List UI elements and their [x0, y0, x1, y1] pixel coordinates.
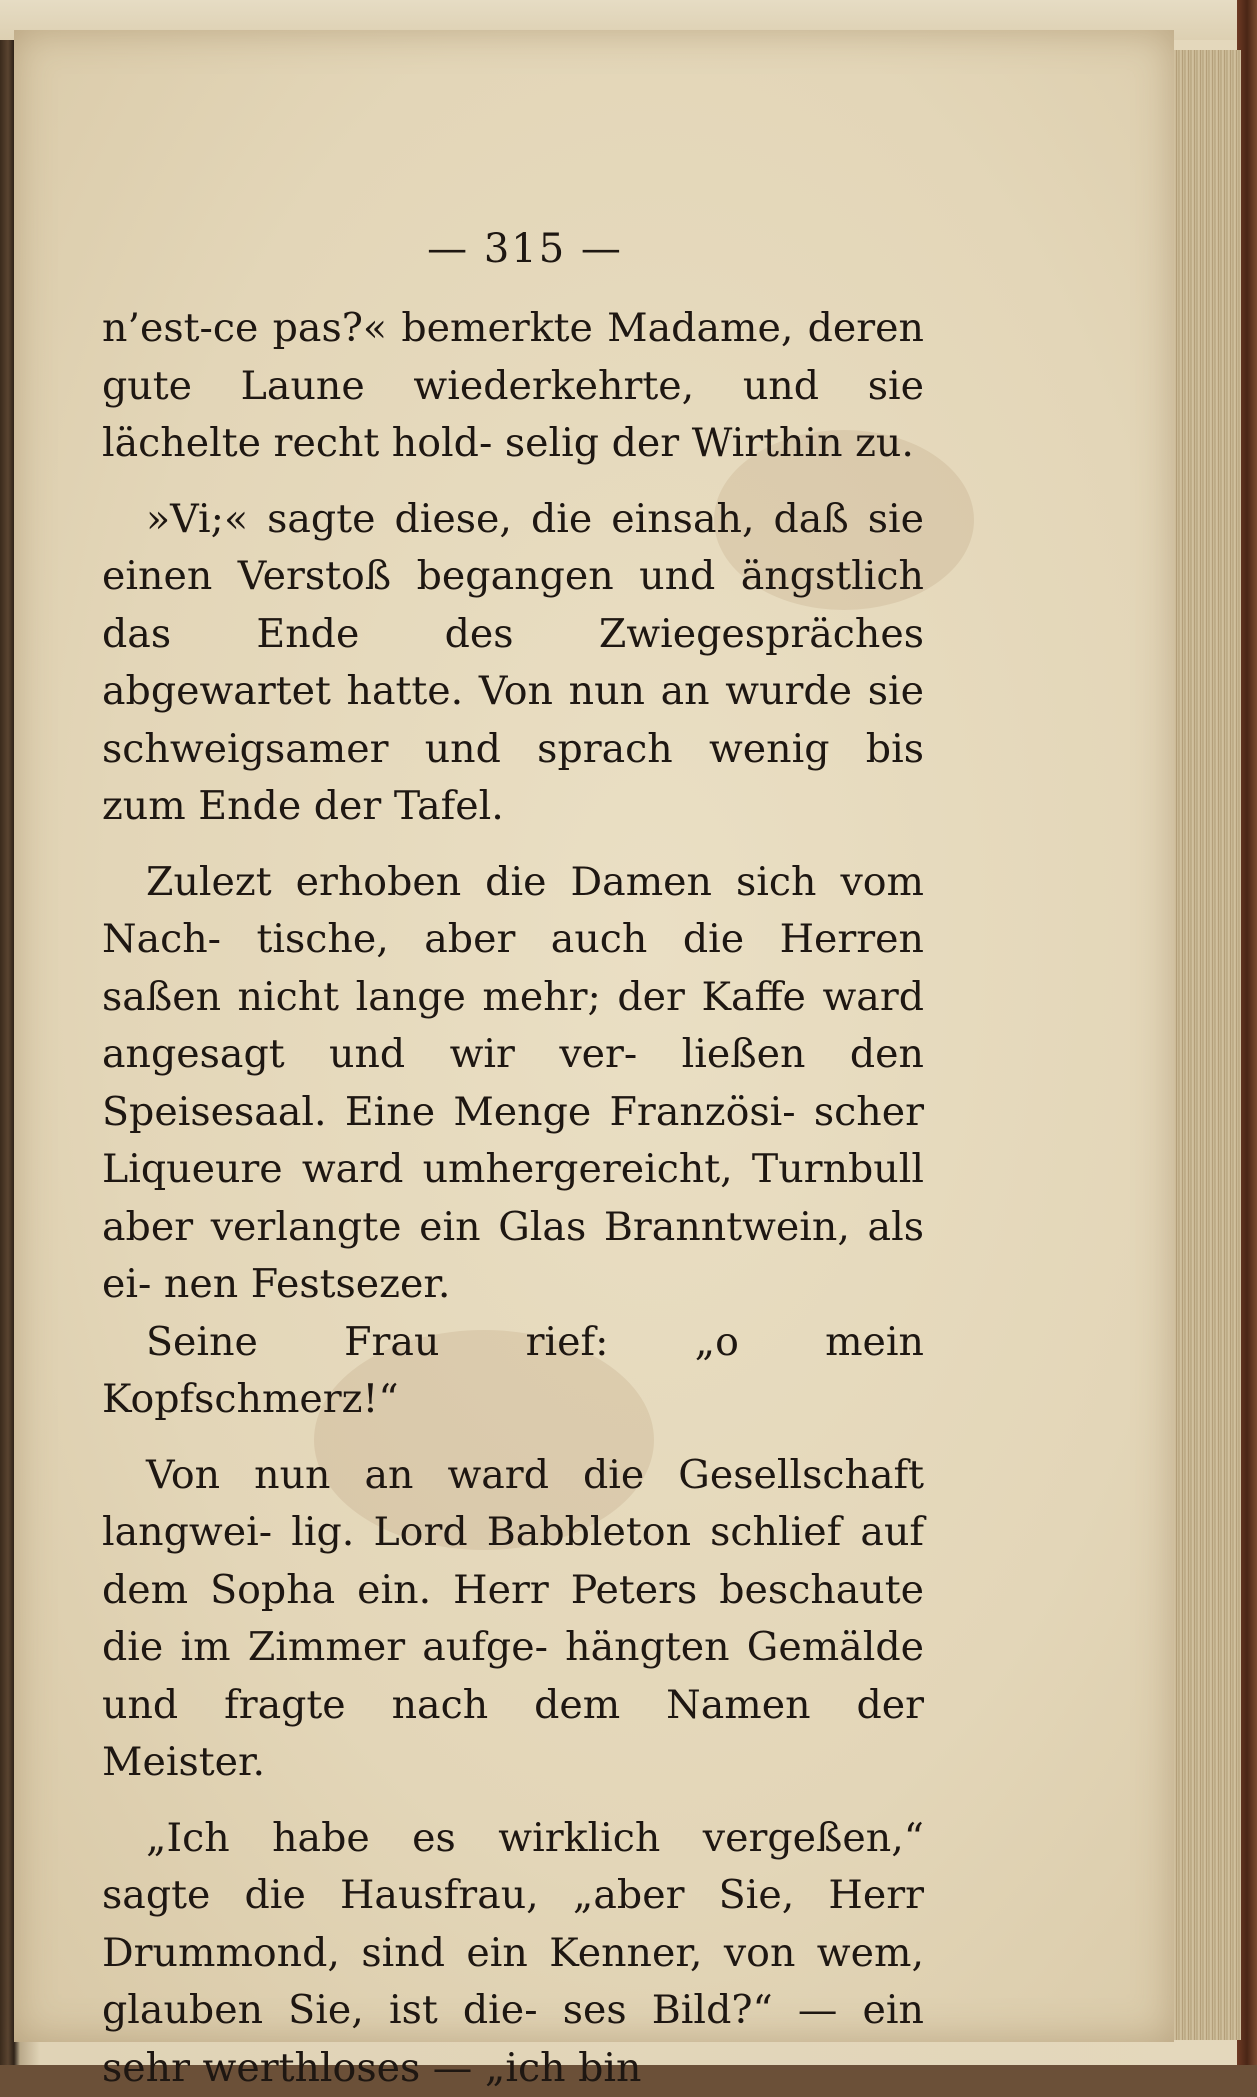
paragraph: »Vi;« sagte diese, die einsah, daß sie einen Verstoß begangen und ängstlich das Ende des Zwiegespräches abgewartet hatte. Von nun an wurde sie schweigsamer und sprach wenig bis zum Ende der Tafel.	[102, 491, 924, 836]
paragraph: Von nun an ward die Gesellschaft langwei- lig. Lord Babbleton schlief auf dem Sopha ein. Herr Peters beschaute die im Zimmer aufge- hängten Gemälde und fragte nach dem Namen der Meister.	[102, 1447, 924, 1792]
page-body	[102, 300, 924, 2097]
paragraph: „Ich habe es wirklich vergeßen,“ sagte die Hausfrau, „aber Sie, Herr Drummond, sind ein Kenner, von wem, glauben Sie, ist die- ses Bild?“ — ein sehr werthloses — „ich bin	[102, 1810, 924, 2097]
paragraph: Seine Frau rief: „o mein Kopfschmerz!“	[102, 1314, 924, 1429]
page-number: — 315 —	[110, 226, 940, 272]
paragraph: n’est-ce pas?« bemerkte Madame, deren gute Laune wiederkehrte, und sie lächelte recht hold- selig der Wirthin zu.	[102, 300, 924, 473]
page-edge-stack	[1169, 50, 1241, 2040]
paragraph: Zulezt erhoben die Damen sich vom Nach- tische, aber auch die Herren saßen nicht lange mehr; der Kaffe ward angesagt und wir ver- ließen den Speisesaal. Eine Menge Französi- scher Liqueure ward umhergereicht, Turnbull aber verlangte ein Glas Branntwein, als ei- nen Festsezer.	[102, 854, 924, 1314]
